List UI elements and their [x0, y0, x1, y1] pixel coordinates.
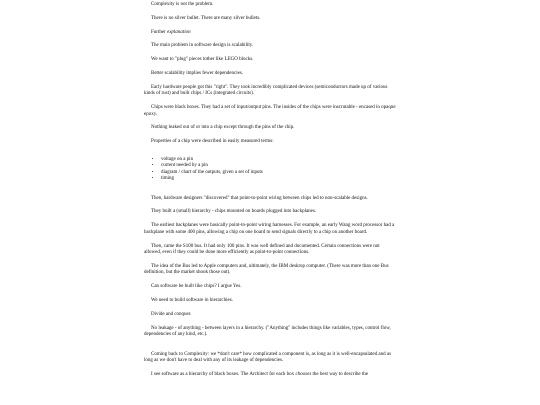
paragraph: Chips were black boxes. They had a set of input/output pins. The insides of the chips were inscrutable - encased in opaque epoxy.: [144, 105, 396, 117]
paragraph: Then, came the S100 bus. It had only 100 pins. It was well defined and documented. Certain connections were not allowed, even if they could be done more efficiently as point-to-point connections.: [144, 243, 380, 256]
paragraph: Properties of a chip were described in easily measured terms:: [151, 139, 274, 145]
chip-properties-list: [161, 157, 396, 183]
paragraph-text: the best way to describe the: [311, 371, 368, 377]
paragraph: Early hardware people got this "right". They took incredibly complicated devices (semiconductors made up of various kinds of rust) and built chips / ICs (integrated circuits).: [144, 84, 388, 97]
emphasis-text: chooses: [295, 371, 312, 377]
list-item: • timing: [161, 176, 396, 183]
paragraph: Nothing leaked out of or into a chip except through the pins of the chip.: [151, 125, 295, 131]
paragraph: No leakage - of anything - between layers in a hierarchy. ("Anything" includes things like variables, types, control flow, dependencies of any kind, etc.).: [144, 325, 391, 338]
paragraph: Can software be built like chips? I argue Yes.: [151, 284, 242, 290]
paragraph: [144, 372, 396, 379]
paragraph: Better scalability implies fewer dependencies.: [151, 70, 244, 76]
paragraph: [144, 30, 396, 37]
paragraph-text: Further: [151, 29, 167, 35]
document-body: [144, 2, 396, 378]
paragraph: We want to "plug" pieces tother like LEGO blocks.: [151, 57, 254, 63]
paragraph-text: I see software as a hierarchy of black boxes. The Architect for each box: [151, 371, 296, 377]
paragraph: Then, hardware designers "discovered" that point-to-point wiring between chips led to non-scalable designs.: [151, 195, 368, 201]
paragraph: Divide and conquer.: [151, 311, 192, 317]
paragraph: The idea of the Bus led to Apple computers and, ultimately, the IBM desktop computer. (There was more than one Bus definition, but the market shook those out).: [144, 263, 389, 276]
list-item: • current needed by a pin: [161, 163, 396, 170]
paragraph: We need to build software in hierarchies.: [151, 297, 233, 303]
paragraph: Coming back to Complexity: we *don't care* how complicated a component is, as long as it is well-encapsulated and as long as we don't have to deal with any of its leakage of dependencies.: [144, 351, 392, 364]
list-item: • diagram / chart of the outputs, given a set of inputs: [161, 170, 396, 177]
paragraph: There is no silver bullet. There are many silver bullets.: [151, 15, 261, 21]
paragraph: The earliest backplanes were basically point-to-point wiring harnesses. For example, an early Wang word processor had a backplane with some 400 pins, allowing a chip on one board to send signals directly to a chip on another board.: [144, 223, 395, 235]
list-item: • voltage on a pin: [161, 157, 396, 164]
paragraph: Complexity is not the problem.: [151, 2, 214, 7]
emphasis-text: explanation: [166, 29, 191, 35]
paragraph: The main problem in software design is scalability.: [151, 43, 254, 49]
paragraph: They built a (small) hierarchy - chips mounted on boards plugged into backplanes.: [151, 209, 317, 215]
